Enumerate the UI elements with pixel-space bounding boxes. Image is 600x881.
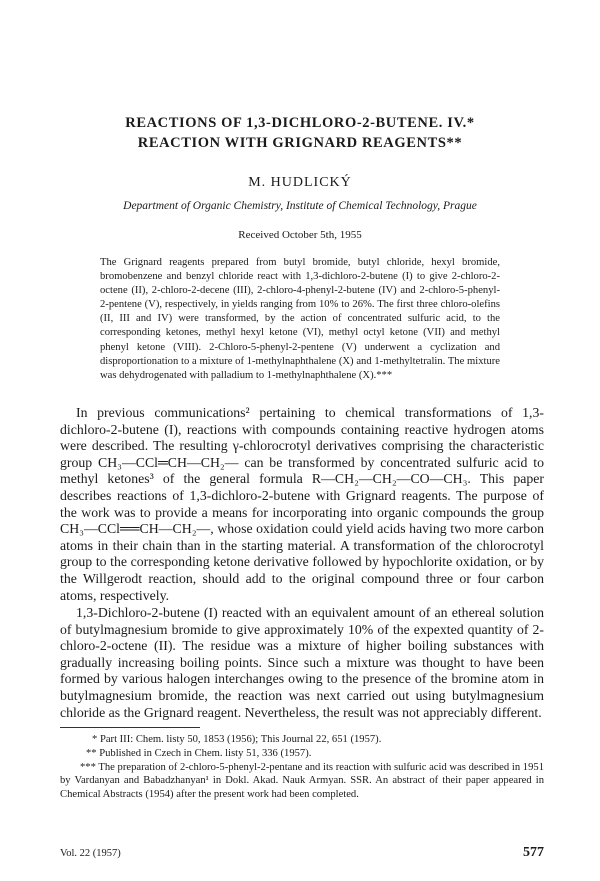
- footnote-2: ** Published in Czech in Chem. listy 51, 336 (1957).: [86, 748, 312, 759]
- article-title-line-1: REACTIONS OF 1,3-DICHLORO-2-BUTENE. IV.*: [125, 115, 475, 131]
- footnote-divider: [60, 727, 200, 728]
- author-name: M. HUDLICKÝ: [248, 175, 352, 190]
- body-paragraph-2: 1,3-Dichloro-2-butene (I) reacted with an equivalent amount of an ethereal solution of butylmagnesium bromide to give approximately 10% of the expexted quantity of 2-chloro-2-octene (II). The residue was a mixture of higher boiling substances with gradually increasing boiling points. Since such a mixture was thought to have been formed by various halogen interchanges owing to the presence of the bromine atom in butylmagnesium bromide, the reaction was next carried out using butylmagnesium chloride as the Grignard reagent. Nevertheless, the result was not appreciably different.: [60, 605, 544, 720]
- received-date: Received October 5th, 1955: [238, 229, 362, 241]
- body-paragraph-1: In previous communications² pertaining to chemical transformations of 1,3-dichloro-2-butene (I), reactions with compounds containing reactive hydrogen atoms were described. The resulting γ-chlorocrotyl derivatives comprising the characteristic group CH₃—CCl═CH—CH₂— can be transformed by concentrated sulfuric acid to methyl ketones³ of the general formula R—CH₂—CH₂—CO—CH₃. This paper describes reactions of 1,3-dichloro-2-butene with Grignard reagents. The purpose of the work was to provide a means for incorporating into organic compounds the group CH₃—CCl══CH—CH₂—, whose oxidation could yield acids having two more carbon atoms in their chain than in the starting material. A transformation of the chlorocrotyl group to the corresponding ketone derivative followed by hypochlorite oxidation, or by the Willgerodt reaction, should add to the original compound three or four carbon atoms, respectively.: [60, 405, 544, 603]
- page-number: 577: [523, 845, 544, 860]
- author-affiliation: Department of Organic Chemistry, Institute of Chemical Technology, Prague: [123, 200, 477, 212]
- article-title-line-2: REACTION WITH GRIGNARD REAGENTS**: [137, 135, 463, 151]
- footnote-1: * Part III: Chem. listy 50, 1853 (1956); This Journal 22, 651 (1957).: [92, 734, 382, 745]
- abstract: The Grignard reagents prepared from butyl bromide, butyl chloride, hexyl bromide, bromobenzene and benzyl chloride react with 1,3-dichloro-2-butene (I) to give 2-chloro-2-octene (II), 2-chloro-2-decene (III), 2-chloro-4-phenyl-2-butene (IV) and 2-chloro-5-phenyl-2-pentene (V), respectively, in yields ranging from 10% to 26%. The first three chloro-olefins (II, III and IV) were transformed, by the action of concentrated sulfuric acid, to the corresponding ketones, methyl hexyl ketone (VI), methyl octyl ketone (VII) and methyl phenyl ketone (VIII). 2-Chloro-5-phenyl-2-pentene (V) underwent a cyclization and disproportionation to a mixture of 1-methylnaphthalene (X) and 1-methyltetralin. The mixture was dehydrogenated with palladium to 1-methylnaphthalene (X).***: [100, 257, 500, 381]
- footnote-3: *** The preparation of 2-chloro-5-phenyl-2-pentane and its reaction with sulfuric acid was described in 1951 by Vardanyan and Babadzhanyan¹ in Dokl. Akad. Nauk Armyan. SSR. An abstract of their paper appeared in Chemical Abstracts (1954) after the present work had been completed.: [60, 762, 544, 800]
- volume-label: Vol. 22 (1957): [60, 848, 121, 859]
